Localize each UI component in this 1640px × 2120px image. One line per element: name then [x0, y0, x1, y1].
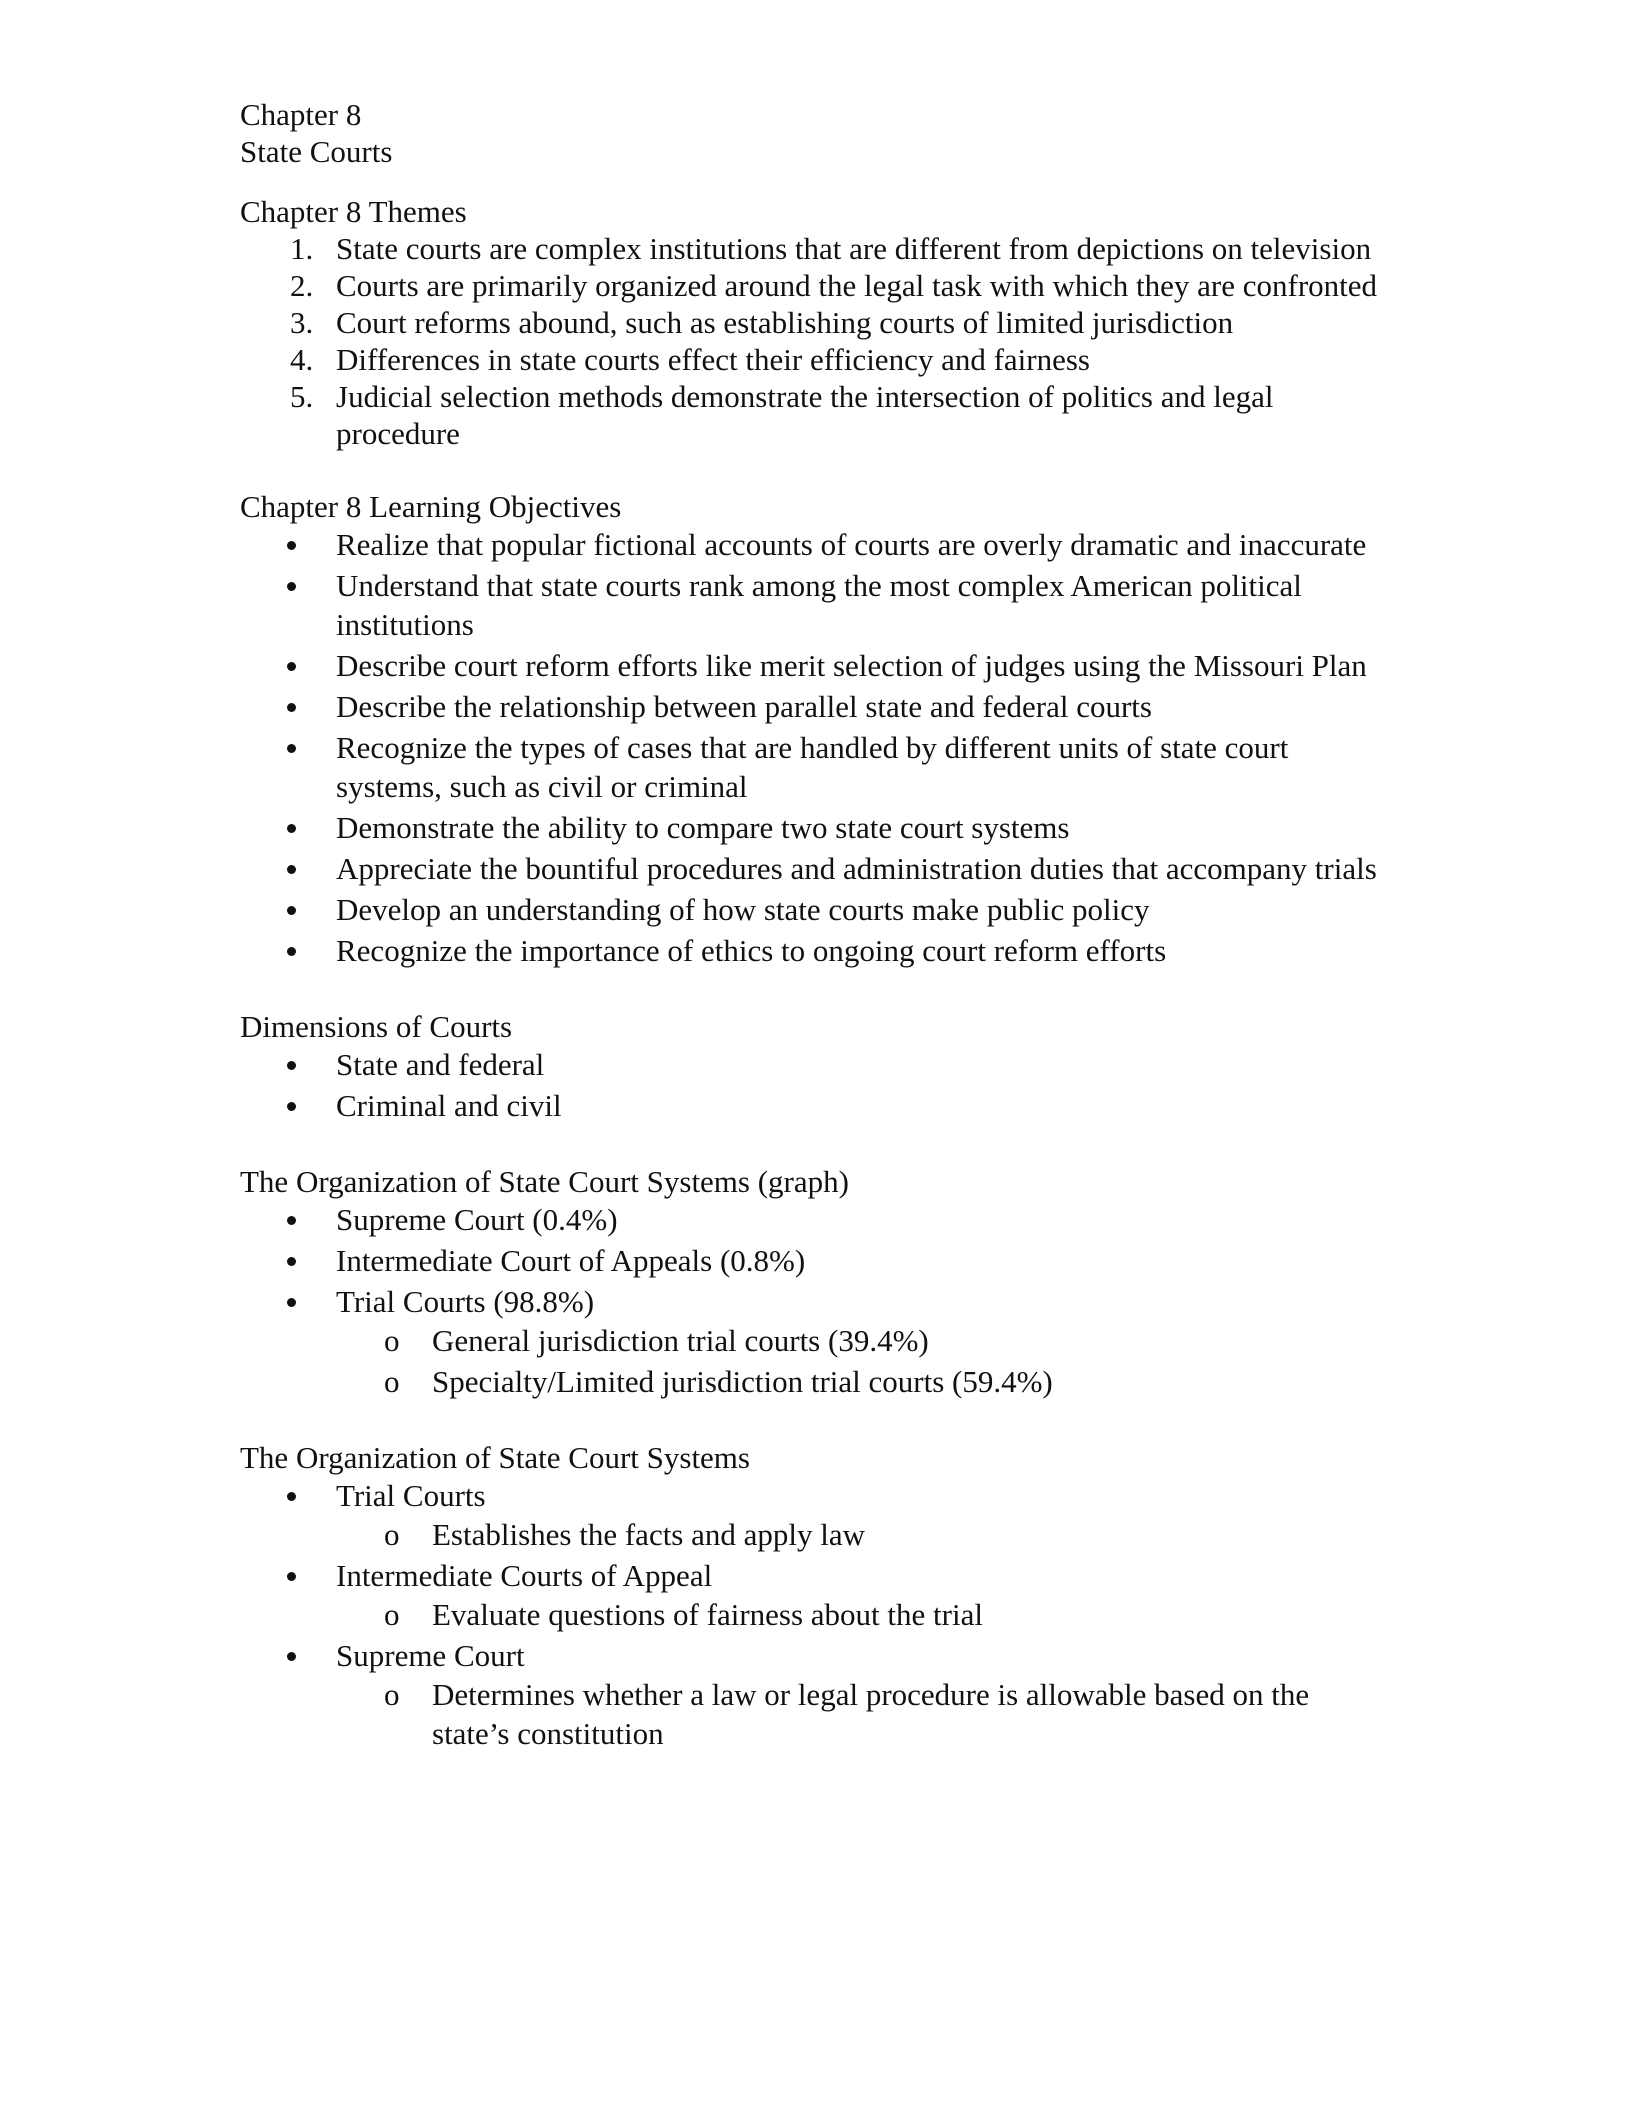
sub-list-item-text: General jurisdiction trial courts (39.4%) — [432, 1323, 929, 1358]
organization-list — [240, 1476, 1390, 1753]
sub-list-item-text: Evaluate questions of fairness about the trial — [432, 1597, 983, 1632]
list-item-text: Intermediate Court of Appeals (0.8%) — [336, 1243, 806, 1278]
dimensions-section — [240, 1008, 1390, 1125]
chapter-label: Chapter 8 — [240, 97, 362, 132]
objectives-section — [240, 488, 1390, 970]
circle-bullet-icon: o — [384, 1364, 400, 1399]
list-item — [240, 1282, 1390, 1401]
bullet-icon — [287, 947, 296, 956]
organization-graph-section — [240, 1163, 1390, 1401]
themes-section — [240, 193, 1390, 452]
bullet-icon — [287, 703, 296, 712]
list-item-text: State and federal — [336, 1047, 545, 1082]
circle-bullet-icon: o — [384, 1597, 400, 1632]
bullet-icon — [287, 1102, 296, 1111]
bullet-icon — [287, 1298, 296, 1307]
circle-bullet-icon: o — [384, 1677, 400, 1712]
list-item-text: Understand that state courts rank among the most complex American political institutions — [336, 568, 1302, 642]
list-item — [240, 341, 1390, 378]
sub-list — [240, 1515, 1390, 1554]
list-item-text: Appreciate the bountiful procedures and administration duties that accompany trials — [336, 851, 1377, 886]
bullet-icon — [287, 1216, 296, 1225]
bullet-icon — [287, 906, 296, 915]
sub-list-item — [240, 1362, 1390, 1401]
list-number: 4. — [290, 342, 314, 377]
list-item-text: Courts are primarily organized around the legal task with which they are confronted — [336, 268, 1378, 303]
list-item-text: Supreme Court (0.4%) — [336, 1202, 618, 1237]
list-item-text: Demonstrate the ability to compare two state court systems — [336, 810, 1070, 845]
organization-graph-heading: The Organization of State Court Systems (graph) — [240, 1164, 849, 1199]
dimensions-list — [240, 1045, 1390, 1125]
document-page — [240, 96, 1390, 1755]
list-number: 5. — [290, 379, 314, 414]
list-item — [240, 1086, 1390, 1125]
list-item-text: Recognize the types of cases that are handled by different units of state court systems, such as civil or criminal — [336, 730, 1289, 804]
themes-heading: Chapter 8 Themes — [240, 194, 467, 229]
sub-list — [240, 1675, 1390, 1753]
list-number: 3. — [290, 305, 314, 340]
list-item — [240, 931, 1390, 970]
bullet-icon — [287, 744, 296, 753]
list-item — [240, 890, 1390, 929]
sub-list — [240, 1595, 1390, 1634]
list-item-text: Describe court reform efforts like merit selection of judges using the Missouri Plan — [336, 648, 1367, 683]
list-item — [240, 808, 1390, 847]
list-item — [240, 849, 1390, 888]
dimensions-heading: Dimensions of Courts — [240, 1009, 513, 1044]
bullet-icon — [287, 541, 296, 550]
list-number: 2. — [290, 268, 314, 303]
sub-list-item-text: Specialty/Limited jurisdiction trial courts (59.4%) — [432, 1364, 1053, 1399]
list-item — [240, 728, 1390, 806]
list-item — [240, 230, 1390, 267]
list-item-text: Recognize the importance of ethics to ongoing court reform efforts — [336, 933, 1167, 968]
sub-list — [240, 1321, 1390, 1401]
list-item — [240, 1045, 1390, 1084]
list-item — [240, 566, 1390, 644]
bullet-icon — [287, 1257, 296, 1266]
list-item-text: Criminal and civil — [336, 1088, 562, 1123]
bullet-icon — [287, 1572, 296, 1581]
list-item — [240, 267, 1390, 304]
bullet-icon — [287, 662, 296, 671]
list-item-text: Trial Courts (98.8%) — [336, 1284, 595, 1319]
organization-heading: The Organization of State Court Systems — [240, 1440, 750, 1475]
sub-list-item — [240, 1595, 1390, 1634]
list-item-text: Describe the relationship between parallel state and federal courts — [336, 689, 1152, 724]
document-header — [240, 96, 1390, 170]
bullet-icon — [287, 865, 296, 874]
bullet-icon — [287, 824, 296, 833]
list-item — [240, 1241, 1390, 1280]
list-item — [240, 646, 1390, 685]
sub-list-item — [240, 1675, 1390, 1753]
sub-list-item-text: Determines whether a law or legal procedure is allowable based on the state’s constitution — [432, 1677, 1310, 1751]
organization-section — [240, 1439, 1390, 1753]
list-item-text: State courts are complex institutions that are different from depictions on television — [336, 231, 1372, 266]
list-item-text: Develop an understanding of how state courts make public policy — [336, 892, 1150, 927]
circle-bullet-icon: o — [384, 1323, 400, 1358]
list-item-text: Trial Courts — [336, 1478, 486, 1513]
organization-graph-list — [240, 1200, 1390, 1401]
list-item — [240, 378, 1390, 452]
bullet-icon — [287, 582, 296, 591]
bullet-icon — [287, 1652, 296, 1661]
sub-list-item — [240, 1321, 1390, 1360]
list-item — [240, 1636, 1390, 1753]
list-number: 1. — [290, 231, 314, 266]
list-item-text: Court reforms abound, such as establishing courts of limited jurisdiction — [336, 305, 1234, 340]
circle-bullet-icon: o — [384, 1517, 400, 1552]
list-item-text: Intermediate Courts of Appeal — [336, 1558, 713, 1593]
chapter-title: State Courts — [240, 134, 393, 169]
list-item-text: Differences in state courts effect their efficiency and fairness — [336, 342, 1090, 377]
list-item — [240, 525, 1390, 564]
list-item — [240, 1200, 1390, 1239]
list-item — [240, 1476, 1390, 1554]
sub-list-item — [240, 1515, 1390, 1554]
list-item — [240, 304, 1390, 341]
themes-list — [240, 230, 1390, 452]
bullet-icon — [287, 1061, 296, 1070]
objectives-list — [240, 525, 1390, 970]
sub-list-item-text: Establishes the facts and apply law — [432, 1517, 866, 1552]
bullet-icon — [287, 1492, 296, 1501]
list-item — [240, 687, 1390, 726]
list-item — [240, 1556, 1390, 1634]
list-item-text: Judicial selection methods demonstrate the intersection of politics and legal procedure — [336, 379, 1274, 451]
objectives-heading: Chapter 8 Learning Objectives — [240, 489, 622, 524]
list-item-text: Supreme Court — [336, 1638, 525, 1673]
list-item-text: Realize that popular fictional accounts of courts are overly dramatic and inaccurate — [336, 527, 1367, 562]
